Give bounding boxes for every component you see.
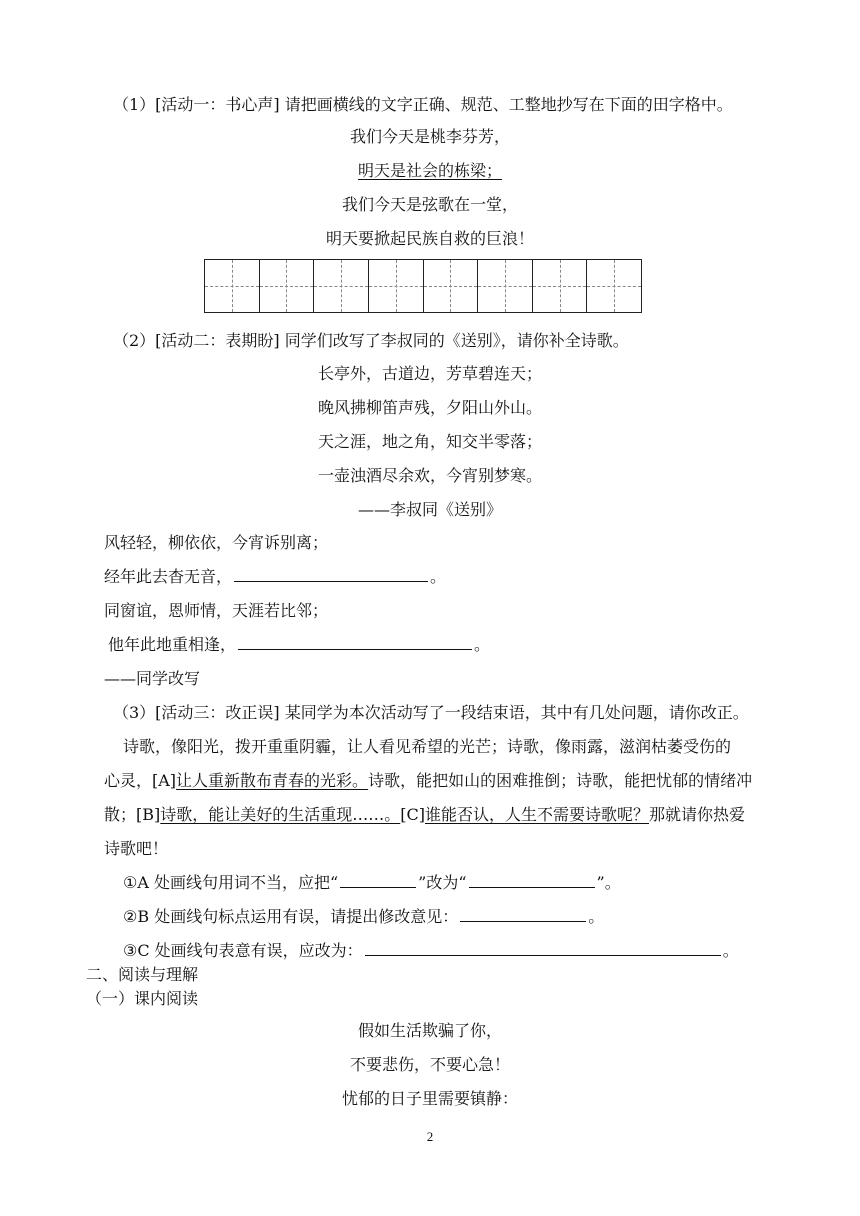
q2-prompt: （2）[活动二：表期盼] 同学们改写了李叔同的《送别》，请你补全诗歌。 <box>113 331 629 350</box>
q3-paragraph-line-3 <box>104 804 745 826</box>
label-b: 散；[B] <box>104 805 161 824</box>
grid-cell[interactable] <box>369 260 424 312</box>
answer-blank-5[interactable] <box>460 907 586 922</box>
rewrite-line-4 <box>108 634 490 656</box>
poem-line-2: 晚风拂柳笛声残，夕阳山外山。 <box>317 398 542 417</box>
underlined-sentence-a: 让人重新散布青春的光彩。 <box>176 771 369 790</box>
period: 。 <box>430 567 447 586</box>
rewrite-line-2-text: 经年此去杳无音， <box>104 567 233 586</box>
answer-blank-6[interactable] <box>365 941 721 956</box>
tianzige-writing-grid[interactable] <box>204 259 642 313</box>
section-subheading: （一）课内阅读 <box>86 989 199 1008</box>
q1-line-2-underlined <box>0 160 860 182</box>
reading-poem-line-3: 忧郁的日子里需要镇静： <box>341 1089 518 1108</box>
label-a: 心灵，[A] <box>104 771 177 790</box>
text: 诗歌，能把如山的困难推倒；诗歌，能把忧郁的情绪冲 <box>368 771 753 790</box>
q3-paragraph-line-4: 诗歌吧！ <box>104 839 169 858</box>
rewrite-line-2 <box>104 566 446 588</box>
q3-prompt: （3）[活动三：改正误] 某同学为本次活动写了一段结束语，其中有几处问题，请你改正。 <box>113 703 749 722</box>
poem-source: ——李叔同《送别》 <box>357 500 502 519</box>
underlined-sentence-b: 诗歌，能让美好的生活重现……。 <box>160 805 401 824</box>
q1-prompt: （1）[活动一：书心声] 请把画横线的文字正确、规范、工整地抄写在下面的田字格中。 <box>113 95 733 114</box>
sub-question-2 <box>123 906 604 928</box>
sub-question-1 <box>123 872 621 894</box>
period: 。 <box>588 907 605 926</box>
grid-cell[interactable] <box>314 260 369 312</box>
text: ②B 处画线句标点运用有误，请提出修改意见： <box>123 907 459 926</box>
answer-blank-1[interactable] <box>234 567 428 582</box>
q1-line-1: 我们今天是桃李芬芳， <box>349 127 510 146</box>
underlined-sentence-c: 谁能否认，人生不需要诗歌呢？ <box>425 805 650 824</box>
text: ①A 处画线句用词不当，应把“ <box>123 873 339 892</box>
rewrite-line-1: 风轻轻，柳依依，今宵诉别离； <box>104 533 329 552</box>
reading-poem-line-2: 不要悲伤，不要心急！ <box>349 1055 510 1074</box>
grid-cell[interactable] <box>478 260 533 312</box>
reading-poem-line-1: 假如生活欺骗了你， <box>357 1021 502 1040</box>
answer-blank-2[interactable] <box>238 635 472 650</box>
grid-cell[interactable] <box>205 260 260 312</box>
q1-line-4: 明天要掀起民族自救的巨浪！ <box>325 229 534 248</box>
q1-underlined-text: 明天是社会的栋梁； <box>357 161 502 180</box>
rewrite-line-3: 同窗谊，恩师情，天涯若比邻； <box>104 601 329 620</box>
period: 。 <box>474 635 491 654</box>
sub-question-3 <box>123 940 739 962</box>
grid-cell[interactable] <box>533 260 588 312</box>
q3-paragraph-line-2 <box>104 770 752 792</box>
answer-blank-4[interactable] <box>469 873 595 888</box>
text: ”改为“ <box>418 873 467 892</box>
grid-cell[interactable] <box>260 260 315 312</box>
label-c: [C] <box>400 805 425 824</box>
rewrite-line-4-text: 他年此地重相逢， <box>108 635 237 654</box>
answer-blank-3[interactable] <box>340 873 416 888</box>
rewrite-source: ——同学改写 <box>104 669 201 688</box>
text: 那就请你热爱 <box>649 805 746 824</box>
text: ”。 <box>596 873 621 892</box>
grid-cell[interactable] <box>424 260 479 312</box>
q1-line-3: 我们今天是弦歌在一堂， <box>341 195 518 214</box>
section-heading: 二、阅读与理解 <box>86 965 199 984</box>
poem-line-1: 长亭外，古道边，芳草碧连天； <box>317 364 542 383</box>
text: ③C 处画线句表意有误，应改为： <box>123 941 363 960</box>
poem-line-3: 天之涯，地之角，知交半零落； <box>317 432 542 451</box>
q3-paragraph-line-1: 诗歌，像阳光，拨开重重阴霾，让人看见希望的光芒；诗歌，像雨露，滋润枯萎受伤的 <box>123 737 732 756</box>
grid-cell[interactable] <box>587 260 641 312</box>
poem-line-4: 一壶浊酒尽余欢，今宵别梦寒。 <box>317 466 542 485</box>
page-number: 2 <box>426 1129 434 1144</box>
period: 。 <box>722 941 739 960</box>
